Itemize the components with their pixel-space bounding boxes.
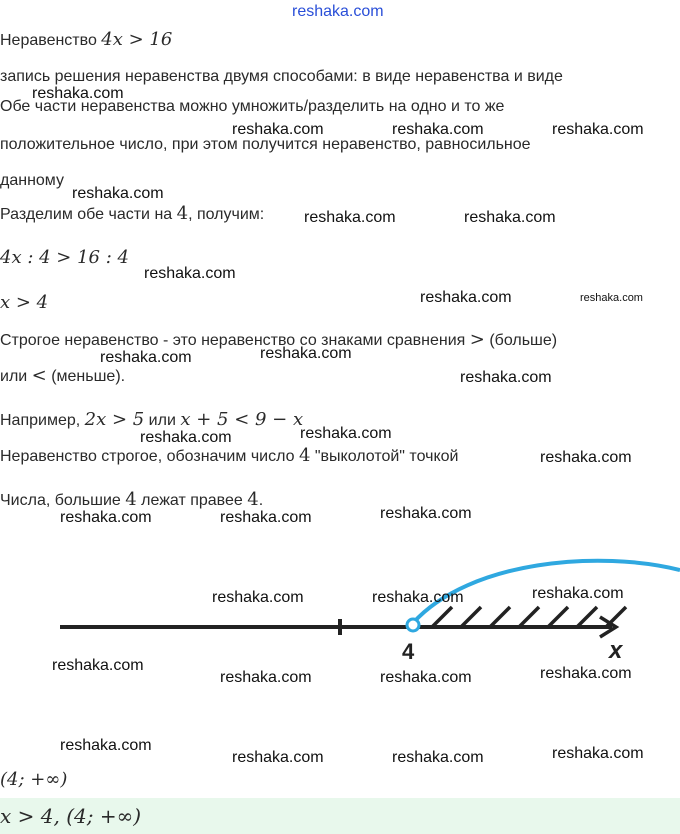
watermark[interactable]: reshaka.com — [100, 349, 192, 366]
text-13d: 4 — [247, 489, 259, 510]
watermark[interactable]: reshaka.com — [552, 121, 644, 138]
watermark[interactable]: reshaka.com — [460, 369, 552, 386]
watermark[interactable]: reshaka.com — [540, 449, 632, 466]
watermark[interactable]: reshaka.com — [392, 121, 484, 138]
text-line-6 — [0, 204, 264, 225]
inequality-label: Неравенство — [0, 32, 102, 49]
text-line-10 — [0, 366, 125, 387]
text-13c: лежат правее — [136, 492, 248, 509]
watermark[interactable]: reshaka.com — [532, 585, 624, 602]
watermark-top[interactable]: reshaka.com — [292, 3, 384, 20]
watermark[interactable]: reshaka.com — [464, 209, 556, 226]
watermark[interactable]: reshaka.com — [420, 289, 512, 306]
text-line-4: положительное число, при этом получится неравенство, равносильное — [0, 136, 531, 153]
watermark[interactable]: reshaka.com — [380, 505, 472, 522]
open-point — [407, 619, 419, 631]
watermark[interactable]: reshaka.com — [140, 429, 232, 446]
watermark[interactable]: reshaka.com — [220, 669, 312, 686]
text-line-13 — [0, 490, 263, 511]
text-10a: или — [0, 368, 32, 385]
text-13e: . — [258, 492, 264, 509]
text-12a: Неравенство строгое, обозначим число — [0, 448, 299, 465]
watermark[interactable]: reshaka.com — [220, 509, 312, 526]
text-11b: 2x > 5 — [84, 409, 145, 430]
watermark[interactable]: reshaka.com — [144, 265, 236, 282]
text-10c: (меньше). — [46, 368, 126, 385]
text-13a: Числа, большие — [0, 492, 126, 509]
watermark[interactable]: reshaka.com — [32, 85, 124, 102]
watermark[interactable]: reshaka.com — [232, 121, 324, 138]
formula-result: x > 4 — [0, 292, 49, 313]
hatching — [432, 607, 626, 627]
interval-notation: (4; +∞) — [0, 769, 68, 790]
text-11c: или — [144, 412, 181, 429]
answer-text: x > 4, (4; +∞) — [0, 804, 142, 828]
watermark[interactable]: reshaka.com — [232, 749, 324, 766]
watermark-small[interactable]: reshaka.com — [580, 292, 643, 304]
text-9a: Строгое неравенство - это неравенство со знаками сравнения — [0, 332, 470, 349]
watermark[interactable]: reshaka.com — [552, 745, 644, 762]
text-6a: Разделим обе части на — [0, 206, 177, 223]
watermark[interactable]: reshaka.com — [260, 345, 352, 362]
watermark[interactable]: reshaka.com — [372, 589, 464, 606]
watermark[interactable]: reshaka.com — [72, 185, 164, 202]
text-line-3: Обе части неравенства можно умножить/разделить на одно и то же — [0, 98, 505, 115]
text-6c: , получим: — [188, 206, 265, 223]
text-line-12 — [0, 446, 458, 467]
text-line-2: запись решения неравенства двумя способами: в виде неравенства и виде — [0, 68, 563, 85]
text-line-5: данному — [0, 172, 64, 189]
watermark[interactable]: reshaka.com — [300, 425, 392, 442]
text-13b: 4 — [125, 489, 137, 510]
watermark[interactable]: reshaka.com — [540, 665, 632, 682]
watermark[interactable]: reshaka.com — [212, 589, 304, 606]
watermark[interactable]: reshaka.com — [60, 509, 152, 526]
watermark[interactable]: reshaka.com — [304, 209, 396, 226]
text-6b: 4 — [176, 203, 189, 224]
text-9c: (больше) — [484, 332, 558, 349]
text-line-inequality — [0, 30, 172, 51]
text-11d: x + 5 < 9 − x — [180, 409, 304, 430]
watermark[interactable]: reshaka.com — [52, 657, 144, 674]
inequality-formula: 4x > 16 — [101, 29, 173, 50]
text-10b: < — [31, 365, 47, 386]
watermark[interactable]: reshaka.com — [392, 749, 484, 766]
text-12c: "выколотой" точкой — [310, 448, 459, 465]
point-label: 4 — [402, 639, 415, 664]
watermark[interactable]: reshaka.com — [60, 737, 152, 754]
watermark[interactable]: reshaka.com — [380, 669, 472, 686]
text-9b: > — [469, 329, 485, 350]
text-11a: Например, — [0, 412, 85, 429]
formula-division: 4x : 4 > 16 : 4 — [0, 247, 129, 268]
axis-label: x — [609, 637, 623, 664]
text-line-11 — [0, 410, 303, 431]
text-12b: 4 — [298, 445, 311, 466]
